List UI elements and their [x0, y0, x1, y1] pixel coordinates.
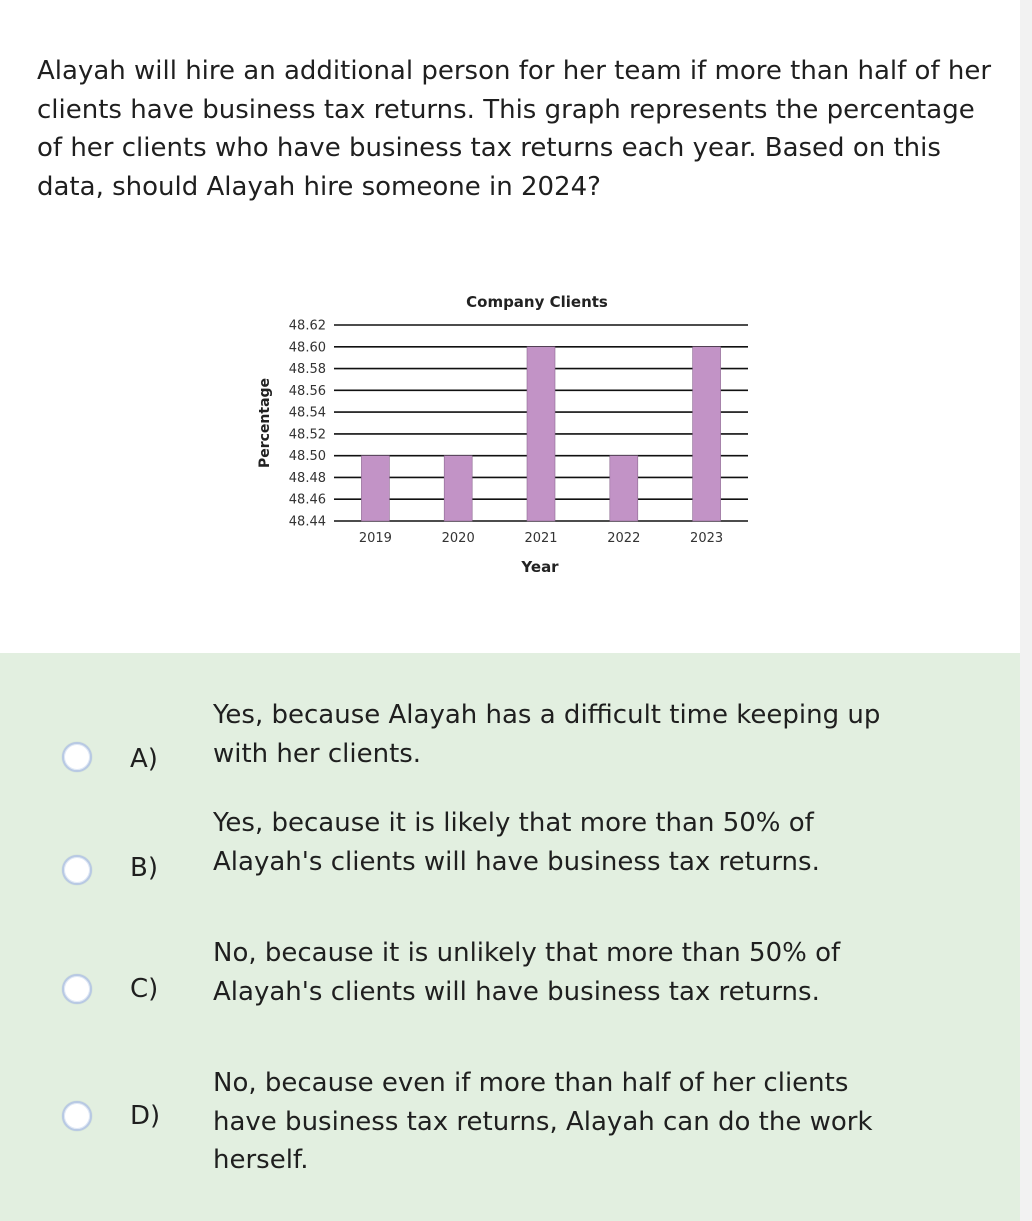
y-tick-label: 48.60: [288, 340, 326, 356]
option-a-text: Yes, because Alayah has a difficult time keeping up with her clients.: [213, 700, 881, 769]
option-d-text: No, because even if more than half of her clients have business tax returns, Alayah can do the work herself.: [213, 1068, 873, 1175]
y-tick-label: 48.58: [288, 362, 326, 378]
y-tick-label: 48.44: [288, 514, 326, 530]
y-axis-label: Percentage: [257, 377, 273, 469]
option-b-letter: B): [130, 853, 158, 883]
option-a-letter: A): [130, 744, 158, 774]
x-tick-label: 2019: [358, 531, 392, 546]
x-tick-label: 2023: [690, 531, 724, 546]
option-d-letter: D): [130, 1101, 161, 1131]
x-tick-label: 2021: [524, 531, 558, 546]
bar-2019: [361, 456, 389, 521]
y-tick-label: 48.56: [288, 383, 326, 399]
chart-title: Company Clients: [466, 293, 608, 311]
radio-c[interactable]: [62, 974, 92, 1004]
y-tick-label: 48.54: [288, 405, 326, 421]
bar-2021: [527, 347, 555, 521]
option-b-text: Yes, because it is likely that more than 50% of Alayah's clients will have business tax returns.: [213, 808, 820, 877]
y-tick-label: 48.62: [288, 318, 326, 334]
y-tick-label: 48.50: [288, 449, 326, 465]
bar-2023: [693, 347, 721, 521]
x-tick-label: 2020: [441, 531, 475, 546]
x-axis-label: Year: [521, 558, 559, 576]
y-tick-label: 48.46: [288, 492, 326, 508]
radio-b[interactable]: [62, 855, 92, 885]
option-c-letter: C): [130, 974, 159, 1004]
answer-choices: [0, 653, 1020, 1221]
y-tick-label: 48.48: [288, 470, 326, 486]
x-tick-label: 2022: [607, 531, 641, 546]
bar-2022: [610, 456, 638, 521]
radio-a[interactable]: [62, 742, 92, 772]
scrollbar-gutter[interactable]: [1020, 0, 1032, 1221]
option-c-text: No, because it is unlikely that more than 50% of Alayah's clients will have business tax returns.: [213, 938, 841, 1007]
question-text: Alayah will hire an additional person for her team if more than half of her clients have business tax returns. This graph represents the percentage of her clients who have business tax returns each year. Based on this data, should Alayah hire someone in 2024?: [37, 56, 992, 202]
radio-d[interactable]: [62, 1101, 92, 1131]
y-tick-label: 48.52: [288, 427, 326, 443]
bar-2020: [444, 456, 472, 521]
